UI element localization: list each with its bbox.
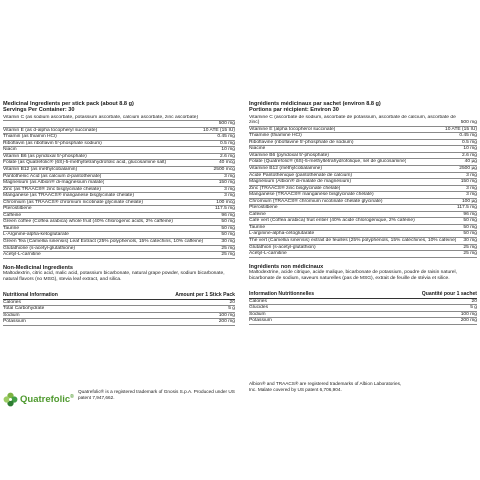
french-ingredient-amount: 150 mg (460, 179, 477, 185)
english-nutrition-amount: 20 (229, 299, 235, 305)
french-ingredient-name: Folate (Quatrefolic® (6S)-5-méthyltétrahydrofolique, sel de glucosamine) (249, 159, 407, 165)
english-ingredient-amount: 96 mg (221, 212, 235, 218)
english-ingredient-name: Zinc (as TRAACS® zinc bisglycinate chelate) (3, 186, 101, 192)
english-title: Medicinal Ingredients per stick pack (about 8.8 g) (3, 101, 134, 107)
english-ingredient-amount: 117.5 mg (214, 206, 235, 212)
french-panel (249, 101, 477, 325)
english-ingredient-amount: 0.45 mg (217, 134, 235, 140)
french-nutrition-list (249, 299, 477, 325)
english-ingredient-name: Glutathione (s-acetyl-glutathione) (3, 245, 76, 251)
french-ingredient-amount: 25 mg (463, 244, 477, 250)
english-ingredient-name: Pantothenic Acid (as calcium d-pantothenate) (3, 173, 102, 179)
english-nutrition-name: Total Carbohydrate (3, 306, 45, 312)
french-nutrition-amount: 200 mg (460, 318, 477, 324)
french-ingredient-amount: 3 mg (466, 172, 477, 178)
english-ingredient-name: Manganese (as TRAACS® manganese bisglycinate chelate) (3, 193, 135, 199)
french-ingredient-amount: 3 mg (466, 192, 477, 198)
english-ingredient-amount: 25 mg (221, 245, 235, 251)
french-nutrition-name: Glucides (249, 305, 269, 311)
french-ingredient-amount: 10 mg (463, 146, 477, 152)
french-nutrition-row (249, 318, 477, 325)
french-nutrition-amount: 100 mg (460, 311, 477, 317)
french-ingredient-amount: 30 mg (463, 237, 477, 243)
french-ingredient-amount: 2.6 mg (462, 152, 477, 158)
french-nutrition-amount-title: Quantité pour 1 sachet (421, 291, 477, 298)
english-nutrition-header (3, 292, 235, 299)
french-non-med-title: Ingrédients non médicinaux (249, 263, 324, 270)
english-ingredient-amount: 10 mg (221, 147, 235, 153)
french-servings: Portions par récipient: Environ 30 (249, 107, 339, 114)
english-ingredient-name: Folate (as Quatrefolic® (6S)-5-methyltetrahydrofolic acid, glucosamine salt) (3, 160, 167, 166)
english-ingredient-name: Pterostilbene (3, 206, 32, 212)
logo-text: Quatrefolic® (20, 393, 74, 406)
english-non-med-title: Non-Medicinal Ingredients (3, 264, 73, 271)
french-ingredient-name: Thiamine (thiamine HCl) (249, 133, 302, 139)
french-ingredient-amount: 500 mg (460, 120, 477, 126)
french-ingredient-amount: 100 µg (461, 198, 477, 204)
french-nutrition-header (249, 291, 477, 298)
english-ingredient-amount: 100 mcg (216, 199, 235, 205)
french-ingredient-name: Niacine (249, 146, 266, 152)
english-non-med-text: Maltodextrin, citric acid, malic acid, potassium bicarbonate, natural grape powder, sodium bicarbonate, natural flavors (no MSG), stevia leaf extract, and silica. (3, 270, 225, 282)
english-ingredient-amount: 0.5 mg (220, 140, 235, 146)
english-ingredient-name: Niacin (3, 147, 17, 153)
english-nutrition-title: Nutritional Information (3, 292, 58, 299)
french-ingredient-name: Vitamine B12 (méthylcobalamine) (249, 165, 323, 171)
french-ingredient-amount: 25 mg (463, 251, 477, 257)
english-nutrition-list (3, 300, 235, 326)
english-ingredient-name: Vitamin C (as sodium ascorbate, potassium ascorbate, calcium ascorbate, zinc ascorbate) (3, 114, 199, 120)
english-ingredient-amount: 30 mg (221, 238, 235, 244)
english-ingredient-amount: 50 mg (221, 225, 235, 231)
french-ingredient-amount: 0.45 mg (459, 133, 477, 139)
english-ingredient-amount: 3 mg (224, 193, 235, 199)
english-nutrition-amount: 100 mg (218, 312, 235, 318)
english-nutrition-name: Sodium (3, 312, 20, 318)
english-ingredient-amount: 50 mg (221, 219, 235, 225)
english-ingredient-name: Acetyl-L-carnitine (3, 252, 41, 258)
french-ingredient-name: Glutathion (s-acetyl-glutathion) (249, 244, 316, 250)
french-ingredient-name: Thé vert (Camellia sinensis) extrait de feuilles (25% polyphénols, 15% catéchines, 10% caféine) (249, 237, 457, 243)
french-ingredient-name: Vitamine E (alpha tocophérol succinate) (249, 126, 336, 132)
french-ingredient-name: Acétyl-L-carnitine (249, 251, 287, 257)
french-non-med-text: Maltodextrine, acide citrique, acide malique, bicarbonate de potassium, poudre de raisin naturel, bicarbonate de sodium, saveurs naturelles (pas de MSG), extrait de feuille de stévia et silice. (249, 269, 457, 281)
english-ingredient-amount: 25 mg (221, 252, 235, 258)
french-ingredient-name: Vitamine C (ascorbate de sodium, ascorbate de potassium, ascorbate de calcium, ascorbate de zinc) (249, 114, 456, 126)
french-ingredient-name: Magnésium (Albion® di-malate de magnésium) (249, 179, 352, 185)
english-nutrition-amount: 200 mg (218, 319, 235, 325)
english-ingredient-amount: 500 mg (218, 121, 235, 127)
french-nutrition-amount: 5 g (470, 305, 477, 311)
english-ingredient-name: Magnesium (as Albion® di-magnesium malate) (3, 180, 105, 186)
english-ingredient-name: Caffeine (3, 212, 22, 218)
french-ingredient-amount: 0.5 mg (462, 139, 477, 145)
english-ingredient-amount: 150 mg (218, 180, 235, 186)
english-nutrition-row (3, 319, 235, 326)
english-ingredient-list (3, 115, 235, 259)
french-nutrition-amount: 20 (471, 298, 477, 304)
french-ingredient-row (249, 115, 477, 127)
english-panel (3, 101, 235, 326)
french-ingredient-amount: 40 µg (464, 159, 477, 165)
french-ingredient-amount: 10 ATE (15 IU) (445, 126, 477, 132)
english-ingredient-amount: 2500 mcg (213, 166, 235, 172)
english-servings: Servings Per Container: 30 (3, 107, 75, 114)
english-ingredient-name: Green Tea (Camellia sinensis) Leaf Extract (25% polyphenols, 15% catechins, 10% caffeine) (3, 238, 204, 244)
english-ingredient-name: Vitamin E (as d-alpha tocopheryl succinate) (3, 127, 98, 133)
clover-icon (3, 392, 18, 407)
french-ingredient-amount: 3 mg (466, 185, 477, 191)
french-nutrition-name: Calories (249, 298, 267, 304)
french-ingredient-name: L-arginine-alpha-cétoglutarate (249, 231, 315, 237)
french-ingredient-name: Manganèse (TRAACS® manganèse bisglycinate chélaté) (249, 192, 374, 198)
french-ingredient-amount: 117.5 mg (456, 205, 477, 211)
french-ingredient-name: Vitamine B6 (pyridoxal 5′-phosphate) (249, 152, 329, 158)
english-ingredient-amount: 3 mg (224, 186, 235, 192)
english-ingredient-name: Vitamin B6 (as pyridoxal 5′-phosphate) (3, 153, 87, 159)
english-nutrition-name: Potassium (3, 319, 26, 325)
french-ingredient-name: Acide Pantothénique (pantothénate de calcium) (249, 172, 353, 178)
french-title: Ingrédients médicinaux par sachet (environ 8.8 g) (249, 101, 381, 107)
french-ingredient-amount: 50 mg (463, 218, 477, 224)
quatrefolic-trademark-note: Quatrefolic® is a registered trademark of Gnosis S.p.A. Produced under US patent 7,947,662. (78, 389, 235, 400)
english-ingredient-amount: 40 mcg (218, 160, 235, 166)
english-nutrition-amount-title: Amount per 1 Stick Pack (175, 292, 235, 299)
french-ingredient-list (249, 115, 477, 258)
french-ingredient-name: Taurine (249, 224, 266, 230)
french-ingredient-name: Zinc (TRAACS® zinc bisglycinate chelate) (249, 185, 341, 191)
english-ingredient-name: Riboflavin (as riboflavin 5′-phosphate sodium) (3, 140, 102, 146)
french-nutrition-name: Potassium (249, 318, 272, 324)
french-ingredient-amount: 50 mg (463, 231, 477, 237)
french-nutrition-title: Information Nutritionnelles (249, 291, 315, 298)
french-ingredient-name: Café vert (Coffea arabica) fruit entier (40% acide chlorogénique, 2% caféine) (249, 218, 415, 224)
french-ingredient-amount: 96 mg (463, 211, 477, 217)
english-ingredient-name: Chromium (as TRAACS® chromium nicotinate glycinate chelate) (3, 199, 143, 205)
french-ingredient-name: Chromium (TRAACS® chromium nicotinate chélaté glycinate) (249, 198, 383, 204)
english-ingredient-amount: 10 ATE (15 IU) (203, 127, 235, 133)
english-ingredient-amount: 2.6 mg (220, 153, 235, 159)
english-ingredient-amount: 3 mg (224, 173, 235, 179)
french-ingredient-amount: 50 mg (463, 224, 477, 230)
english-ingredient-name: Vitamin B12 (as methylcobalamin) (3, 166, 78, 172)
french-nutrition-name: Sodium (249, 311, 266, 317)
english-ingredient-amount: 50 mg (221, 232, 235, 238)
english-nutrition-amount: 5 g (228, 306, 235, 312)
english-ingredient-name: L-Arginine-alpha-ketoglutarate (3, 232, 69, 238)
english-nutrition-name: Calories (3, 299, 21, 305)
english-ingredient-name: Thiamin (as thiamin HCl) (3, 134, 57, 140)
french-ingredient-name: Pterostilbene (249, 205, 278, 211)
french-ingredient-name: Caféine (249, 211, 266, 217)
english-ingredient-name: Taurine (3, 225, 20, 231)
french-ingredient-amount: 2500 µg (459, 165, 477, 171)
quatrefolic-logo (3, 392, 74, 407)
albion-trademark-note: Albion® and TRAACS® are registered trademarks of Albion Laboratories, Inc. Malate covered by US patent 6,706,904. (249, 381, 402, 392)
french-ingredient-name: Riboflavine (riboflavine 5′-phosphate de sodium) (249, 139, 354, 145)
english-ingredient-name: Green coffee (Coffea arabica) whole fruit (40% chlorogenic acids, 2% caffeine) (3, 219, 173, 225)
